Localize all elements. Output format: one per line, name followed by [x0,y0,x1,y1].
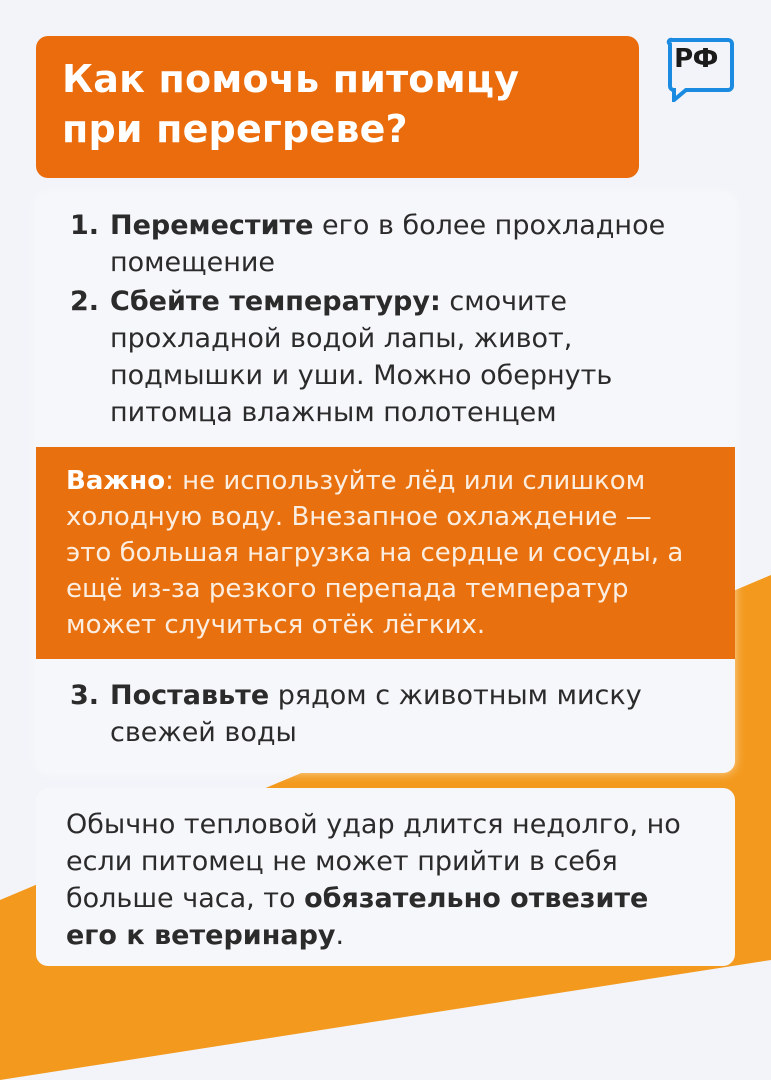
note-text: Обычно тепловой удар длится недолго, но если питомец не может прийти в себя больше часа, то [66,809,681,914]
step-text [110,207,720,281]
list-item [70,207,720,281]
steps-card [36,193,735,773]
step-text [110,677,720,751]
warning-block [36,447,735,659]
step-bold-text: Переместите [110,210,314,241]
step-number: 3. [70,680,100,711]
step-text [110,283,720,431]
warning-label: Важно [66,466,166,496]
step-number: 1. [70,210,100,241]
note-card [36,788,735,966]
step-plain-text: смочите прохладной водой лапы, живот, подмышки и уши. Можно обернуть питомца влажным полотенцем [110,286,613,428]
list-item [70,283,720,431]
list-item [70,677,720,751]
step-plain-text: его в более прохладное помещение [110,210,666,278]
title-banner [36,36,639,178]
logo-text: РФ [674,44,718,74]
step-plain-text: рядом с животным миску свежей воды [110,680,642,748]
note-bold-text: обязательно отвезите его к ветеринару [66,883,649,951]
step-number: 2. [70,286,100,317]
steps-list-continued [70,677,720,753]
step-bold-text: Поставьте [110,680,270,711]
rf-logo [666,36,734,102]
steps-list [70,207,720,433]
warning-text: : не используйте лёд или слишком холодную воду. Внезапное охлаждение — это большая нагрузка на сердце и сосуды, а ещё из-за резкого перепада температур может случиться отёк лёгких. [66,466,684,640]
step-bold-text: Сбейте температуру: [110,286,441,317]
page-title: Как помочь питомцу при перегреве? [62,57,520,151]
note-end: . [335,920,345,951]
